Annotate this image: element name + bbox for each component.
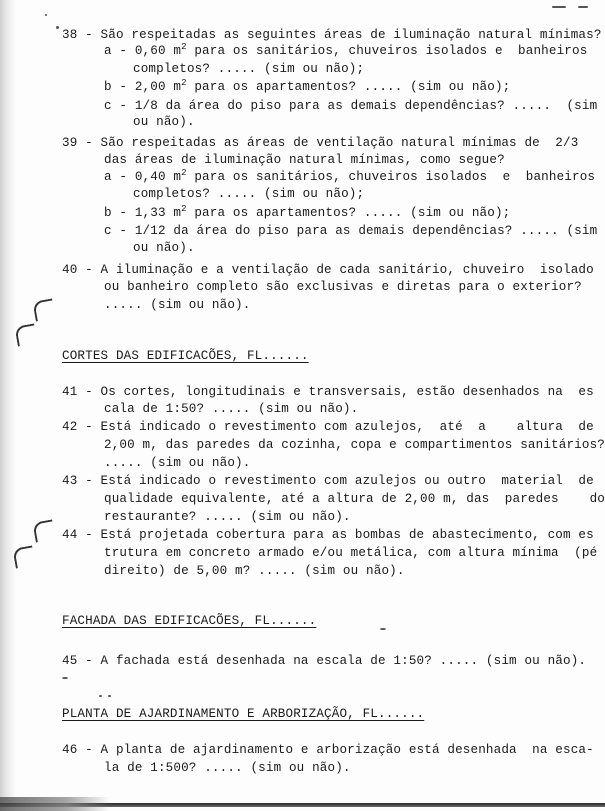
item-39-question: 39 - São respeitadas as áreas de ventilação natural mínimas de 2/3: [62, 136, 579, 150]
superscript-2: 2: [181, 167, 187, 178]
scan-speck: [62, 677, 68, 679]
item-46-question: 46 - A planta de ajardinamento e arborização está desenhada na esca-: [62, 743, 594, 757]
scan-edge-shadow: [0, 0, 16, 811]
item-41-question-cont: cala de 1:50? ..... (sim ou não).: [104, 402, 359, 416]
item-38-option-a: a - 0,60 $m^2$ para os sanitários, chuveiros isolados e banheiros: [104, 41, 588, 58]
superscript-2: 2: [181, 77, 187, 88]
scan-speck: [56, 26, 59, 29]
punch-hole-mark: [32, 298, 55, 321]
item-38-question: 38 - São respeitadas as seguintes áreas de iluminação natural mínimas?: [62, 28, 602, 42]
superscript-2: 2: [181, 41, 187, 52]
item-39-option-b: b - 1,33 $m^2$ para os apartamentos? ..... (sim ou não);: [104, 203, 511, 220]
scan-speck: [380, 628, 386, 630]
item-38-option-c-cont: ou não).: [133, 115, 195, 129]
scan-smudge: [0, 797, 110, 811]
scan-speck: [45, 14, 47, 16]
punch-hole-mark: [14, 323, 37, 346]
item-44-question-cont: direito) de 5,00 m? ..... (sim ou não).: [104, 564, 405, 578]
item-42-question-cont: ..... (sim ou não).: [104, 456, 251, 470]
item-39-option-a-cont: completos? ..... (sim ou não);: [133, 187, 365, 201]
section-heading-planta: PLANTA DE AJARDINAMENTO E ARBORIZAÇÃO, FL......: [62, 707, 425, 721]
item-38-option-a-cont: completos? ..... (sim ou não);: [133, 62, 365, 76]
punch-hole-mark: [12, 545, 35, 568]
item-41-question: 41 - Os cortes, longitudinais e transversais, estão desenhados na es: [62, 385, 594, 399]
section-heading-cortes: CORTES DAS EDIFICACÕES, FL......: [62, 349, 309, 363]
item-43-question-cont: restaurante? ..... (sim ou não).: [104, 510, 351, 524]
item-39-option-c-cont: ou não).: [133, 241, 195, 255]
superscript-2: 2: [181, 203, 187, 214]
section-heading-fachada: FACHADA DAS EDIFICACÕES, FL......: [62, 614, 317, 628]
item-39-question-cont: das áreas de iluminação natural mínimas, como segue?: [104, 153, 505, 167]
item-39-option-a: a - 0,40 $m^2$ para os sanitários, chuveiros isolados e banheiros: [104, 167, 596, 184]
item-43-question: 43 - Está indicado o revestimento com azulejos ou outro material de: [62, 474, 594, 488]
item-46-question-cont: la de 1:500? ..... (sim ou não).: [104, 761, 351, 775]
item-40-question-cont: ou banheiro completo são exclusivas e diretas para o exterior?: [104, 280, 582, 294]
item-38-option-b: b - 2,00 $m^2$ para os apartamentos? ..... (sim ou não);: [104, 77, 511, 94]
scan-speck: [99, 695, 102, 697]
punch-hole-mark: [32, 519, 55, 542]
scan-speck: [108, 695, 111, 697]
item-44-question-cont: trutura em concreto armado e/ou metálica, com altura mínima (pé: [104, 546, 598, 560]
scan-speck: [552, 6, 566, 8]
item-38-option-c: c - 1/8 da área do piso para as demais dependências? ..... (sim: [104, 99, 598, 113]
item-44-question: 44 - Está projetada cobertura para as bombas de abastecimento, com es: [62, 528, 594, 542]
scan-speck: [578, 6, 588, 8]
item-42-question-cont: 2,00 m, das paredes da cozinha, copa e compartimentos sanitários?: [104, 438, 605, 452]
item-45-question: 45 - A fachada está desenhada na escala de 1:50? ..... (sim ou não).: [62, 654, 587, 668]
item-43-question-cont: qualidade equivalente, até a altura de 2,00 m, das paredes do: [104, 492, 605, 506]
item-40-question: 40 - A iluminação e a ventilação de cada sanitário, chuveiro isolado: [62, 263, 594, 277]
item-42-question: 42 - Está indicado o revestimento com azulejos, até a altura de: [62, 420, 594, 434]
item-39-option-c: c - 1/12 da área do piso para as demais dependências? ..... (sim: [104, 224, 598, 238]
item-40-question-cont: ..... (sim ou não).: [104, 298, 251, 312]
